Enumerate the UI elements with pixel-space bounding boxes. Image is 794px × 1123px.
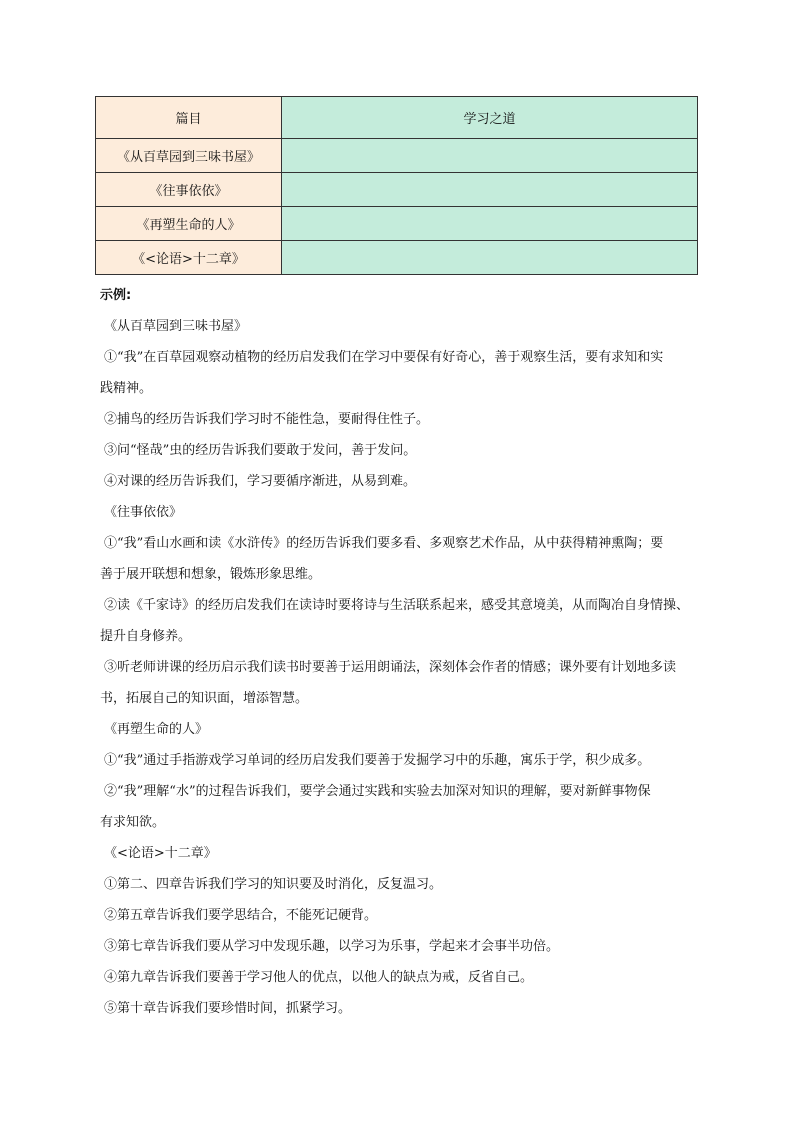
- row-answer-cell: [282, 173, 698, 207]
- row-title: 《往事依依》: [96, 173, 282, 207]
- section-title: 《往事依依》: [104, 505, 183, 520]
- paragraph-line: ②捕鸟的经历告诉我们学习时不能性急，要耐得住性子。: [104, 412, 430, 427]
- paragraph-line: 提升自身修养。: [100, 629, 192, 644]
- table-header-row: [96, 97, 698, 139]
- section-title: 《<论语>十二章》: [104, 846, 217, 861]
- row-answer-cell: [282, 139, 698, 173]
- header-method-column: 学习之道: [282, 97, 698, 139]
- paragraph-line: ③听老师讲课的经历启示我们读书时要善于运用朗诵法，深刻体会作者的情感；课外要有计划地多读: [104, 660, 677, 675]
- section-title: 《再塑生命的人》: [104, 722, 209, 737]
- paragraph-line: ①“我”看山水画和读《水浒传》的经历告诉我们要多看、多观察艺术作品，从中获得精神熏陶；要: [104, 536, 664, 551]
- study-table: [95, 96, 698, 275]
- row-answer-cell: [282, 207, 698, 241]
- paragraph-line: ②“我”理解“水”的过程告诉我们，要学会通过实践和实验去加深对知识的理解，要对新鲜事物保: [104, 784, 651, 799]
- table-row: [96, 173, 698, 207]
- paragraph-line: 践精神。: [100, 381, 153, 396]
- paragraph-line: 书，拓展自己的知识面，增添智慧。: [100, 691, 309, 706]
- row-answer-cell: [282, 241, 698, 275]
- example-section: [100, 280, 720, 1024]
- paragraph-line: ④第九章告诉我们要善于学习他人的优点，以他人的缺点为戒，反省自己。: [104, 970, 534, 985]
- paragraph-line: 善于展开联想和想象，锻炼形象思维。: [100, 567, 322, 582]
- paragraph-line: ③第七章告诉我们要从学习中发现乐趣，以学习为乐事，学起来才会事半功倍。: [104, 939, 560, 954]
- paragraph-line: ②第五章告诉我们要学思结合，不能死记硬背。: [104, 908, 378, 923]
- table-row: [96, 241, 698, 275]
- example-label: 示例:: [100, 288, 132, 303]
- paragraph-line: ③问“怪哉”虫的经历告诉我们要敢于发问，善于发问。: [104, 443, 417, 458]
- paragraph-line: ④对课的经历告诉我们，学习要循序渐进，从易到难。: [104, 474, 417, 489]
- table-row: [96, 207, 698, 241]
- paragraph-line: ①第二、四章告诉我们学习的知识要及时消化，反复温习。: [104, 877, 443, 892]
- paragraph-line: ⑤第十章告诉我们要珍惜时间，抓紧学习。: [104, 1001, 352, 1016]
- row-title: 《再塑生命的人》: [96, 207, 282, 241]
- paragraph-line: ②读《千家诗》的经历启发我们在读诗时要将诗与生活联系起来，感受其意境美，从而陶冶自身情操、: [104, 598, 690, 613]
- header-title-column: 篇目: [96, 97, 282, 139]
- row-title: 《<论语>十二章》: [96, 241, 282, 275]
- paragraph-line: ①“我”通过手指游戏学习单词的经历启发我们要善于发掘学习中的乐趣，寓乐于学，积少成多。: [104, 753, 651, 768]
- row-title: 《从百草园到三味书屋》: [96, 139, 282, 173]
- section-title: 《从百草园到三味书屋》: [104, 319, 248, 334]
- paragraph-line: 有求知欲。: [100, 815, 166, 830]
- paragraph-line: ①“我”在百草园观察动植物的经历启发我们在学习中要保有好奇心，善于观察生活，要有求知和实: [104, 350, 664, 365]
- table-row: [96, 139, 698, 173]
